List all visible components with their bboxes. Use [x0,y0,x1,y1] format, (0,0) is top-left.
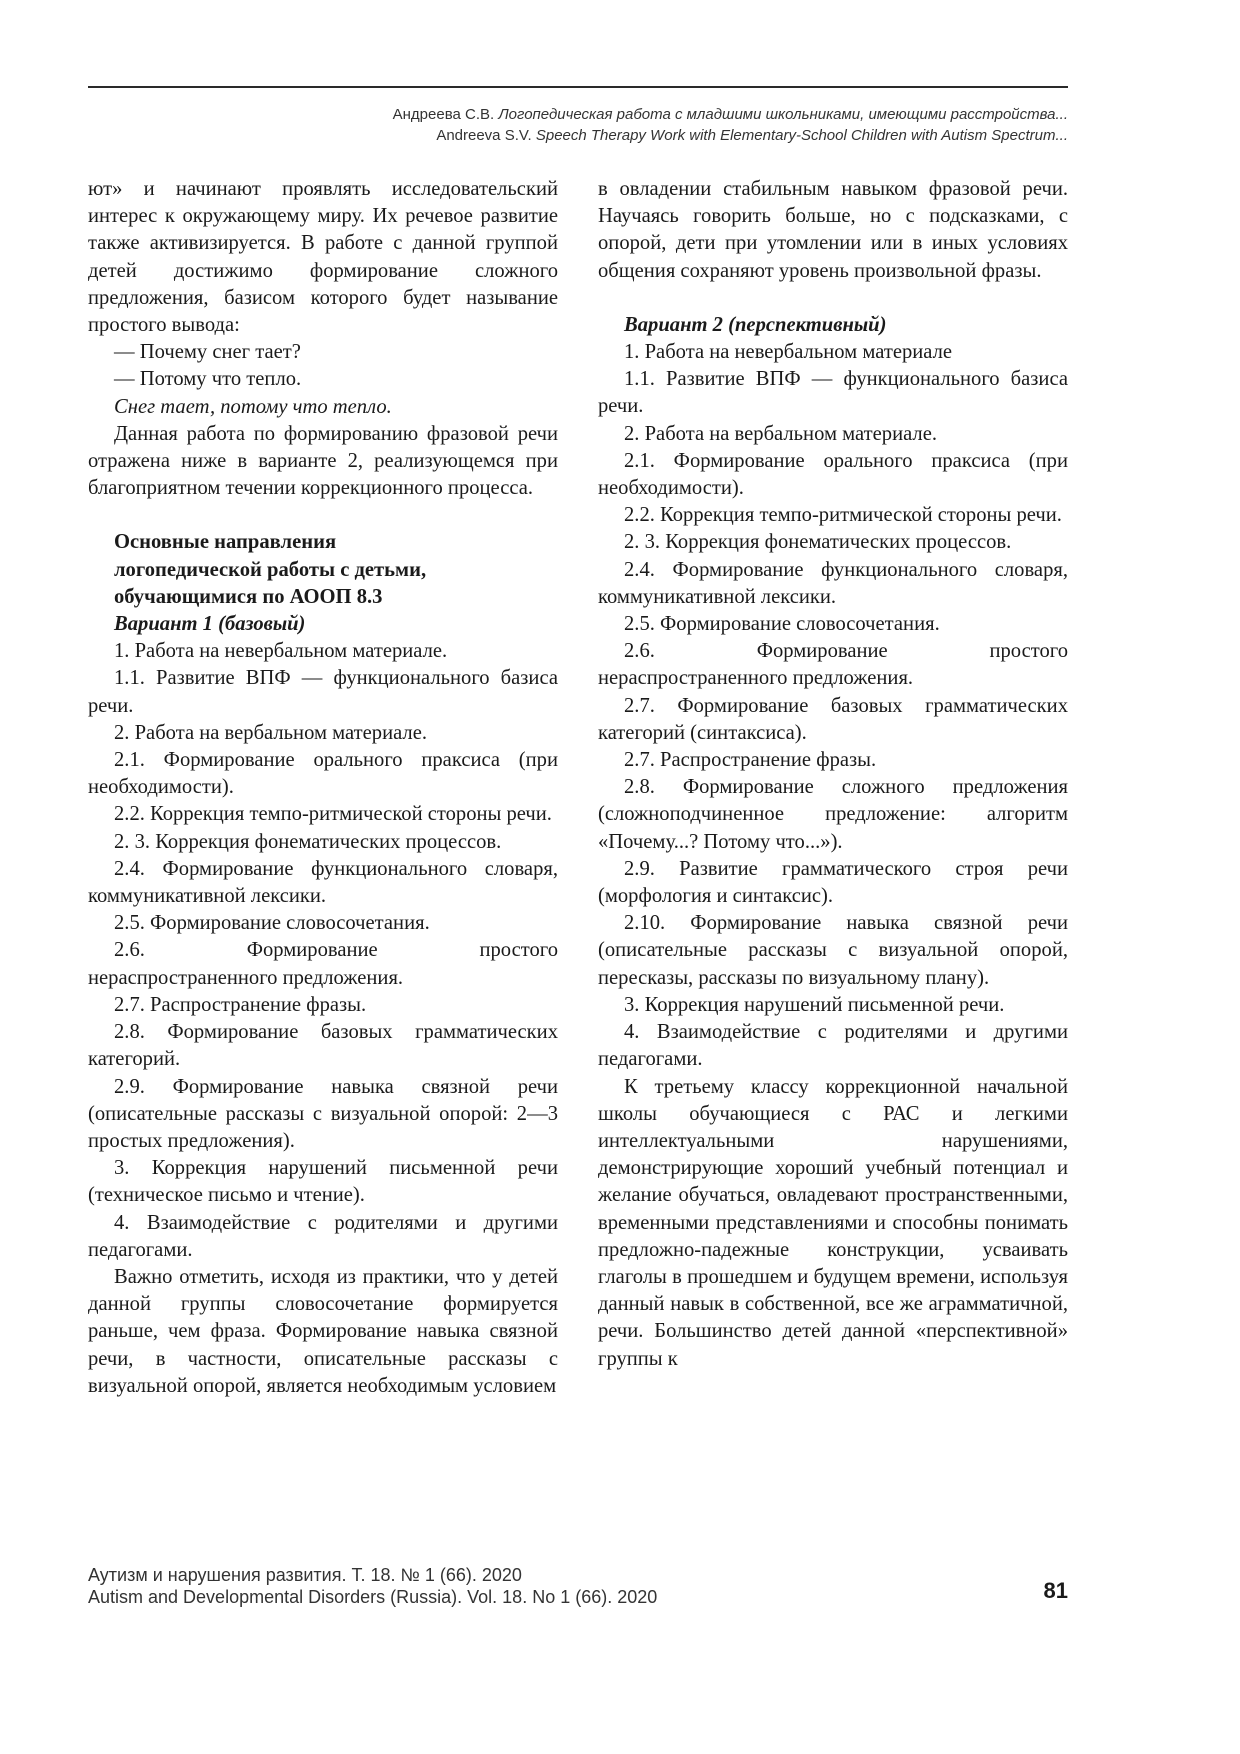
header-rule [88,86,1068,88]
paragraph: 3. Коррекция нарушений письменной речи. [624,993,1005,1016]
running-head-ru-title: Логопедическая работа с младшими школьниками, имеющими расстройства... [498,106,1068,123]
paragraph: 3. Коррекция нарушений письменной речи (техническое письмо и чтение). [88,1157,558,1207]
paragraph: 2. Работа на вербальном материале. [624,422,937,445]
paragraph: 2.4. Формирование функционального словаря, коммуникативной лексики. [598,558,1068,608]
paragraph: 2.1. Формирование орального праксиса (при необходимости). [598,449,1068,500]
running-head-en-authors: Andreeva S.V. [436,127,532,144]
paragraph: 2.5. Формирование словосочетания. [624,613,940,636]
journal-citation-en: Autism and Developmental Disorders (Russia). Vol. 18. No 1 (66). 2020 [88,1587,658,1607]
paragraph: Данная работа по формированию фразовой речи отражена ниже в варианте 2, реализующемся при благоприятном течении коррекционного процесса. [88,422,558,500]
running-head [88,104,1068,146]
paragraph: 4. Взаимодействие с родителями и другими педагогами. [598,1021,1068,1071]
paragraph: в овладении стабильным навыком фразовой речи. Научаясь говорить больше, но с подсказками, с опорой, дети при утомлении или в иных условиях общения сохраняют уровень произвольной фразы. [598,178,1068,282]
paragraph: 2.9. Формирование навыка связной речи (описательные рассказы с визуальной опорой: 2—3 простых предложения). [88,1075,558,1152]
right-column [598,176,1068,1373]
running-head-ru [88,104,1068,125]
spacer [598,285,1068,312]
paragraph: 2. 3. Коррекция фонематических процессов. [114,830,502,853]
section-heading: Вариант 1 (базовый) [114,613,306,636]
paragraph: — Почему снег тает? [114,341,301,364]
paragraph: 2.7. Распространение фразы. [624,749,877,772]
running-head-ru-authors: Андреева С.В. [392,106,495,123]
paragraph: К третьему классу коррекционной начальной школы обучающиеся с РАС и легкими интеллектуальными нарушениями, демонстрирующие хороший учебный потенциал и желание обучаться, овладевают пространственными, временными представлениями и способны понимать предложно-падежные конструкции, усваивать глаголы в прошедшем и будущем времени, используя данный навык в собственной, все же аграмматичной, речи. Большинство детей данной «перспективной» группы к [598,1075,1068,1370]
paragraph: 2.7. Формирование базовых грамматических категорий (синтаксиса). [598,694,1068,744]
section-heading: логопедической работы с детьми, [114,558,427,581]
section-heading: обучающимися по АООП 8.3 [114,585,383,608]
paragraph: Важно отметить, исходя из практики, что у детей данной группы словосочетание формируется раньше, чем фраза. Формирование навыка связной речи, в частности, описательные рассказы с визуальной опорой, является необходимым условием [88,1265,558,1397]
journal-citation-ru: Аутизм и нарушения развития. Т. 18. № 1 (66). 2020 [88,1565,522,1585]
paragraph: 2.8. Формирование базовых грамматических категорий. [88,1021,558,1071]
page-number: 81 [1043,1578,1068,1603]
paragraph: 2.4. Формирование функционального словаря, коммуникативной лексики. [88,857,558,908]
paragraph: 4. Взаимодействие с родителями и другими педагогами. [88,1211,558,1261]
running-head-en-title: Speech Therapy Work with Elementary-School Children with Autism Spectrum... [535,127,1068,144]
journal-footer [88,1564,657,1608]
paragraph: 1. Работа на невербальном материале. [114,640,448,663]
paragraph: 2. 3. Коррекция фонематических процессов. [624,531,1012,554]
running-head-en [88,125,1068,146]
section-heading: Вариант 2 (перспективный) [624,313,887,336]
paragraph: — Потому что тепло. [114,368,302,391]
paragraph: 2.6. Формирование простого нераспространенного предложения. [598,640,1068,690]
paragraph: 2.7. Распространение фразы. [114,993,367,1016]
paragraph: 2.9. Развитие грамматического строя речи (морфология и синтаксис). [598,857,1068,908]
paragraph: ют» и начинают проявлять исследовательский интерес к окружающему миру. Их речевое развитие также активизируется. В работе с данной группой детей достижимо формирование сложного предложения, базисом которого будет называние простого вывода: [88,178,558,337]
paragraph: 1. Работа на невербальном материале [624,341,953,364]
paragraph: 2.2. Коррекция темпо-ритмической стороны речи. [114,803,552,826]
paragraph: 1.1. Развитие ВПФ — функционального базиса речи. [88,667,558,717]
paragraph: 2.2. Коррекция темпо-ритмической стороны речи. [624,504,1062,527]
paragraph: Снег тает, потому что тепло. [114,395,392,418]
paragraph: 2.5. Формирование словосочетания. [114,912,430,935]
paragraph: 1.1. Развитие ВПФ — функционального базиса речи. [598,368,1068,418]
paragraph: 2.1. Формирование орального праксиса (при необходимости). [88,749,558,799]
paragraph: 2.8. Формирование сложного предложения (сложноподчиненное предложение: алгоритм «Почему...? Потому что...»). [598,776,1068,853]
section-heading: Основные направления [114,531,337,554]
paragraph: 2.10. Формирование навыка связной речи (описательные рассказы с визуальной опорой, пересказы, рассказы по визуальному плану). [598,912,1068,989]
paragraph: 2.6. Формирование простого нераспространенного предложения. [88,939,558,989]
left-column [88,176,558,1400]
spacer [88,502,558,529]
paragraph: 2. Работа на вербальном материале. [114,721,427,744]
